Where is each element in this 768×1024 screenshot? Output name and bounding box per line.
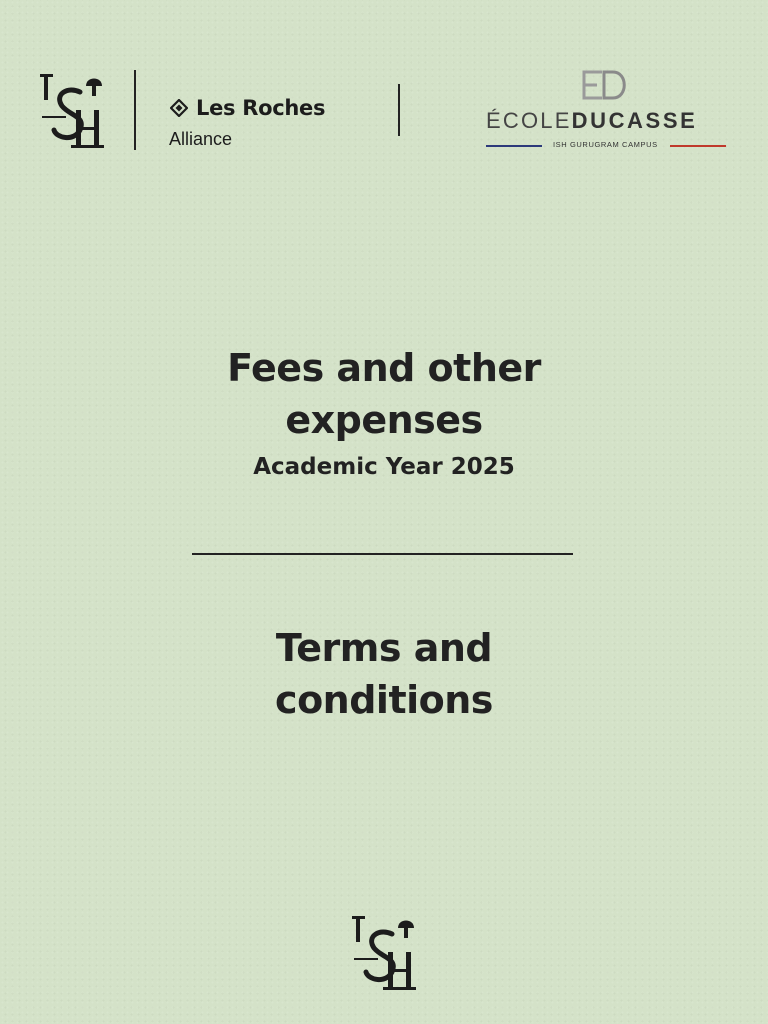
ducasse-word: DUCASSE bbox=[571, 108, 698, 133]
les-roches-logo bbox=[170, 96, 325, 120]
header bbox=[0, 0, 768, 170]
section-title-line-2: conditions bbox=[275, 678, 493, 722]
header-divider bbox=[134, 70, 136, 150]
section-divider bbox=[192, 553, 573, 555]
section-title bbox=[0, 622, 768, 726]
ecole-accent-line-left bbox=[486, 145, 542, 147]
les-roches-name: Les Roches bbox=[196, 96, 326, 120]
section-title-line-1: Terms and bbox=[275, 626, 493, 670]
ish-logo-icon bbox=[40, 72, 106, 150]
ecole-ducasse-wordmark bbox=[486, 108, 697, 134]
ecole-campus-label: ISH GURUGRAM CAMPUS bbox=[553, 140, 658, 149]
cover-title-line-1: Fees and other bbox=[227, 346, 541, 390]
header-divider-2 bbox=[398, 84, 400, 136]
ed-monogram-icon bbox=[580, 70, 632, 104]
footer-ish-logo-icon bbox=[352, 914, 418, 992]
cover-subtitle: Academic Year 2025 bbox=[253, 454, 515, 480]
les-roches-subtitle: Alliance bbox=[169, 129, 233, 149]
ecole-accent-line-right bbox=[670, 145, 726, 147]
cover-title bbox=[0, 342, 768, 446]
ecole-word: ÉCOLE bbox=[486, 108, 572, 133]
les-roches-diamond-icon bbox=[170, 99, 188, 117]
cover-title-line-2: expenses bbox=[285, 398, 483, 442]
